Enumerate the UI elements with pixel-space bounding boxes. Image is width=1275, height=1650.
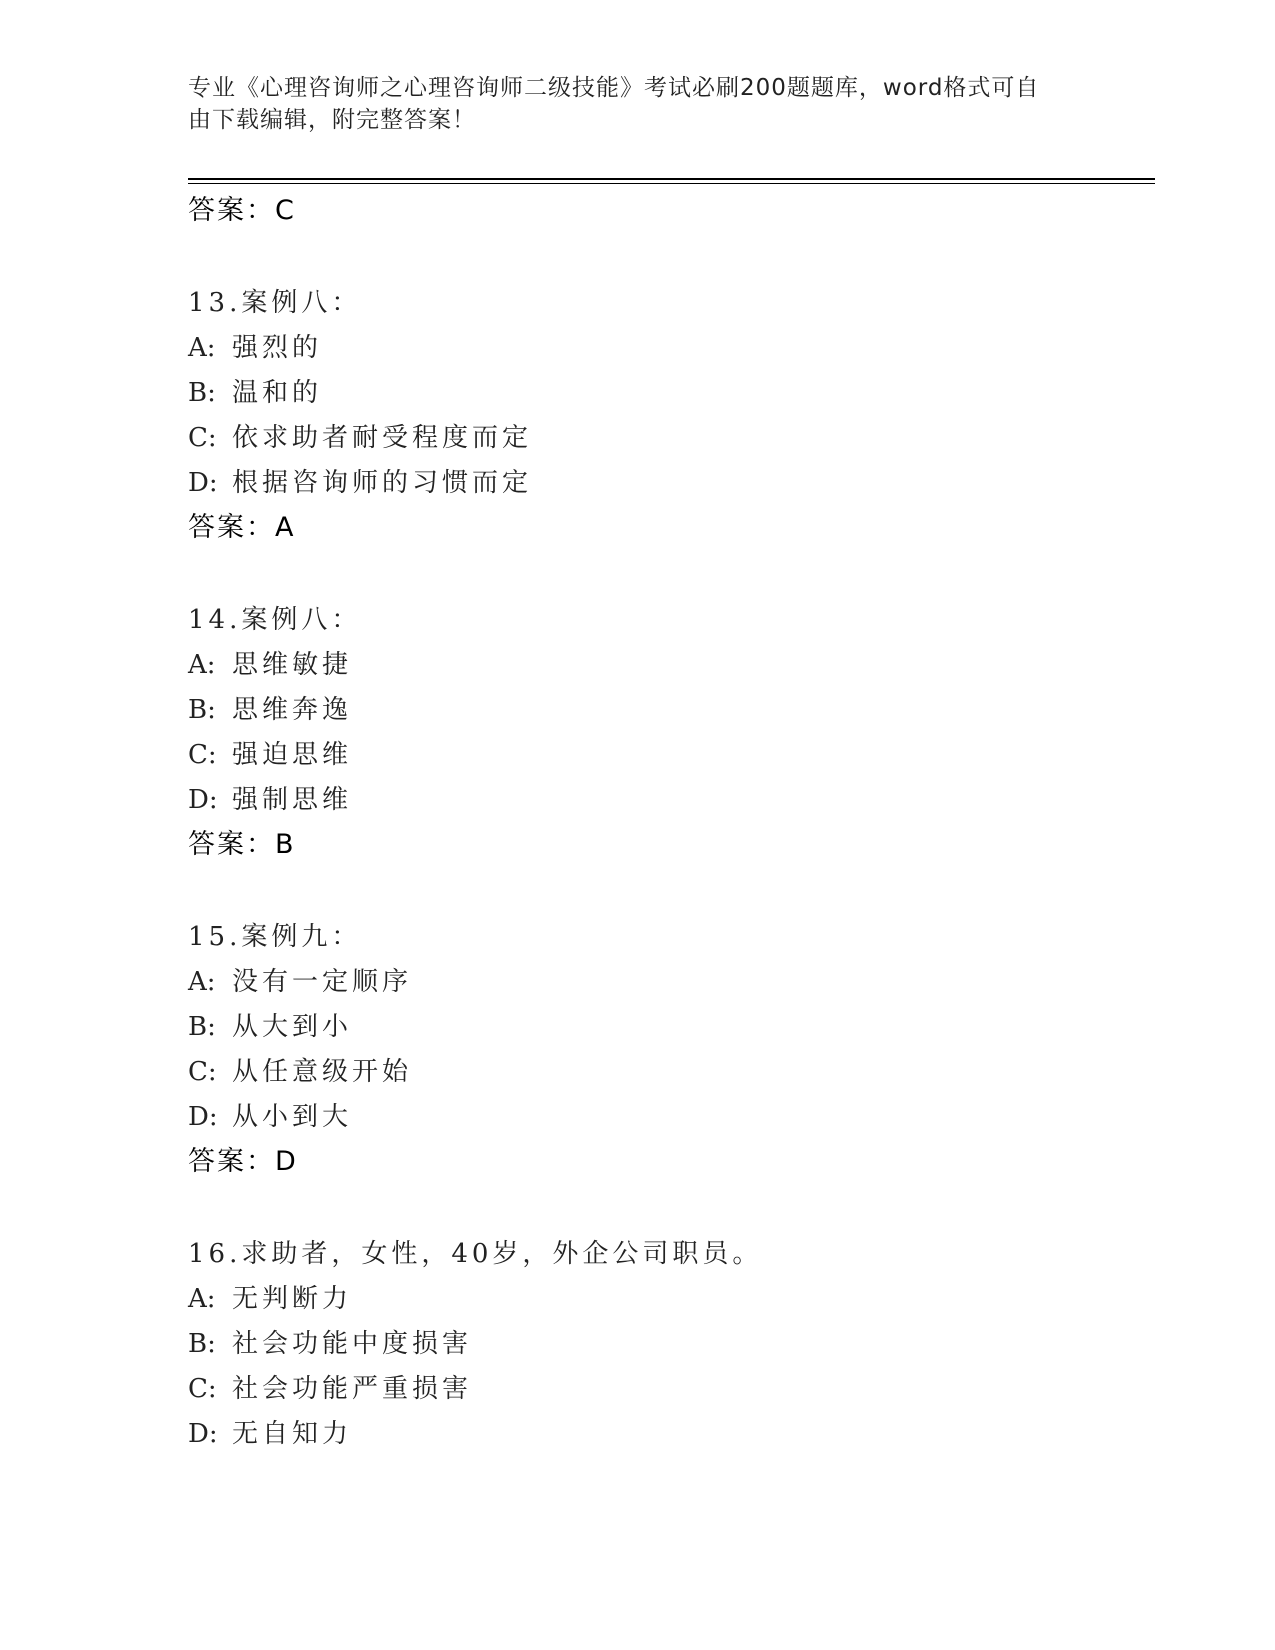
document-header xyxy=(188,72,1088,136)
option-a xyxy=(188,333,1148,363)
option-label: B: xyxy=(188,1329,216,1359)
option-text: 思维奔逸 xyxy=(232,695,353,725)
option-text: 无判断力 xyxy=(232,1284,353,1314)
header-rule-thick xyxy=(188,178,1155,180)
option-d xyxy=(188,1419,1148,1449)
question-list xyxy=(188,196,1148,1449)
option-label: A: xyxy=(188,333,216,363)
option-text: 没有一定顺序 xyxy=(232,967,413,997)
option-label: C: xyxy=(188,1374,217,1404)
option-c xyxy=(188,740,1148,770)
option-d xyxy=(188,1102,1148,1132)
option-text: 从小到大 xyxy=(232,1102,353,1132)
question-title: 14.案例八： xyxy=(188,605,362,635)
option-label: B: xyxy=(188,1012,216,1042)
option-label: A: xyxy=(188,967,216,997)
header-line-2: 由下载编辑，附完整答案！ xyxy=(188,107,476,133)
option-c xyxy=(188,1057,1148,1087)
option-text: 根据咨询师的习惯而定 xyxy=(232,468,533,498)
answer-line: 答案：C xyxy=(188,195,296,226)
option-text: 从任意级开始 xyxy=(232,1057,413,1087)
option-text: 强烈的 xyxy=(232,333,323,363)
option-d xyxy=(188,785,1148,815)
answer-line: 答案：B xyxy=(188,829,296,860)
option-b xyxy=(188,695,1148,725)
option-label: A: xyxy=(188,1284,216,1314)
option-text: 从大到小 xyxy=(232,1012,353,1042)
question-block xyxy=(188,605,1148,860)
option-c xyxy=(188,423,1148,453)
option-text: 思维敏捷 xyxy=(232,650,353,680)
option-label: C: xyxy=(188,1057,217,1087)
question-block xyxy=(188,1239,1148,1449)
answer-line: 答案：D xyxy=(188,1146,298,1177)
option-b xyxy=(188,1012,1148,1042)
question-title: 15.案例九： xyxy=(188,922,362,952)
option-text: 强迫思维 xyxy=(232,740,353,770)
option-label: D: xyxy=(188,1419,218,1449)
question-block xyxy=(188,288,1148,543)
option-text: 温和的 xyxy=(232,378,323,408)
option-text: 无自知力 xyxy=(232,1419,353,1449)
option-text: 社会功能中度损害 xyxy=(232,1329,473,1359)
option-text: 社会功能严重损害 xyxy=(232,1374,473,1404)
option-label: C: xyxy=(188,740,217,770)
option-text: 强制思维 xyxy=(232,785,353,815)
option-c xyxy=(188,1374,1148,1404)
answer-line: 答案：A xyxy=(188,512,296,543)
option-d xyxy=(188,468,1148,498)
option-a xyxy=(188,650,1148,680)
question-block xyxy=(188,922,1148,1177)
option-label: D: xyxy=(188,1102,218,1132)
option-label: D: xyxy=(188,785,218,815)
header-line-1: 专业《心理咨询师之心理咨询师二级技能》考试必刷200题题库，word格式可自 xyxy=(188,75,1040,101)
option-label: C: xyxy=(188,423,217,453)
option-label: B: xyxy=(188,378,216,408)
option-label: B: xyxy=(188,695,216,725)
option-b xyxy=(188,1329,1148,1359)
option-a xyxy=(188,967,1148,997)
option-label: A: xyxy=(188,650,216,680)
question-title: 16.求助者，女性，40岁，外企公司职员。 xyxy=(188,1239,763,1269)
option-b xyxy=(188,378,1148,408)
option-text: 依求助者耐受程度而定 xyxy=(232,423,533,453)
header-rule-thin xyxy=(188,183,1155,184)
option-a xyxy=(188,1284,1148,1314)
option-label: D: xyxy=(188,468,218,498)
question-title: 13.案例八： xyxy=(188,288,362,318)
